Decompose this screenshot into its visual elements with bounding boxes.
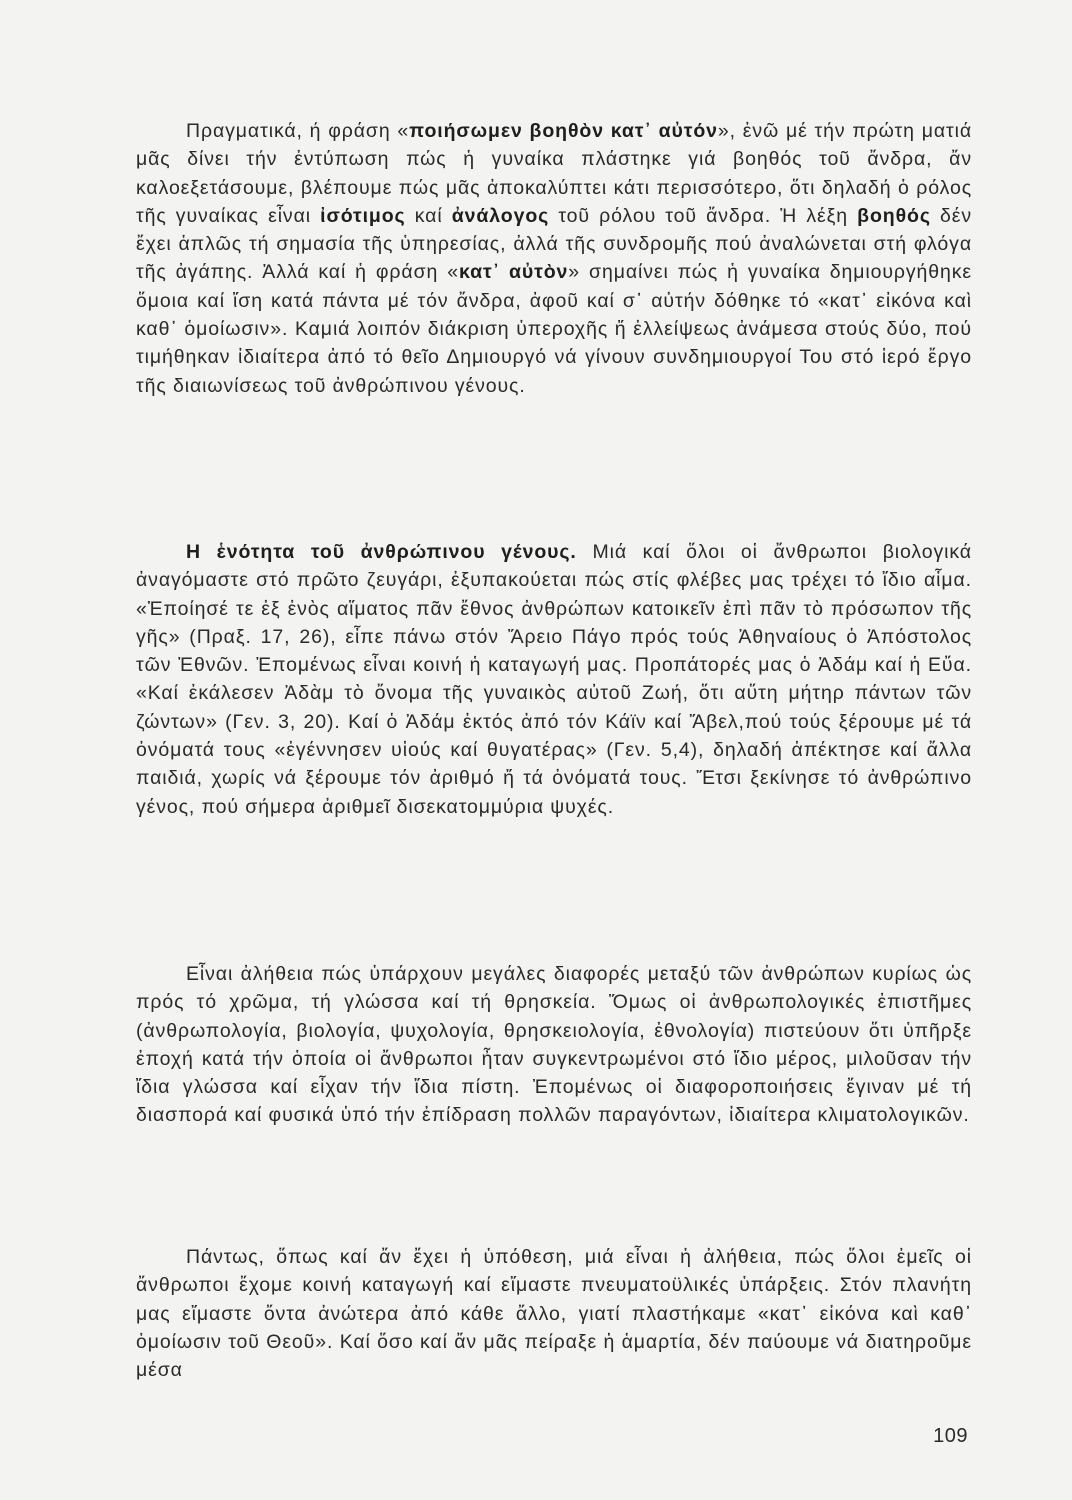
text-run: Εἶναι ἀλήθεια πώς ὑπάρχουν μεγάλες διαφορές μεταξύ τῶν ἀνθρώπων κυρίως ὡς πρός τό χρῶμα, τή γλώσσα καί τή θρησκεία. Ὅμως οἱ ἀνθρωπολογικές ἐπιστῆμες (ἀνθρωπολογία, βιολογία, ψυχολογία, θρησκειολογία, ἐθνολογία) πιστεύουν ὅτι ὑπῆρξε ἐποχή κατά τήν ὁποία οἱ ἄνθρωποι ἦταν συγκεντρωμένοι στό ἴδιο μέρος, μιλοῦσαν τήν ἴδια γλώσσα καί εἶχαν τήν ἴδια πίστη. Ἐπομένως οἱ διαφοροποιήσεις ἔγιναν μέ τή διασπορά καί φυσικά ὑπό τήν ἐπίδραση πολλῶν παραγόντων, ἰδιαίτερα κλιματολογικῶν.: [136, 963, 972, 1127]
paragraph-2-text: [136, 541, 972, 818]
paragraph-3-text: [136, 963, 972, 1126]
paragraph-3: [136, 960, 972, 1130]
bold-text-run: κατ᾽ αὐτὸν: [459, 261, 569, 284]
bold-text-run: ποιήσωμεν βοηθὸν κατ᾽ αὐτόν: [409, 120, 718, 142]
page-number: 109: [933, 1425, 968, 1447]
text-run: Πραγματικά, ή φράση «: [186, 120, 410, 142]
paragraph-2: [136, 538, 972, 821]
paragraph-1: [136, 117, 972, 400]
text-run: δέν ἔχει ἁπλῶς τή σημασία τῆς ὑπηρεσίας, ἀλλά τῆς συνδρομῆς πού ἀναλώνεται στή φλόγα τῆς ἀγάπης. Ἀλλά καί ἡ φράση «: [136, 204, 973, 284]
paragraph-1-text: [136, 120, 972, 397]
bold-text-run: ἰσότιμος: [320, 204, 406, 227]
text-run: τοῦ ρόλου τοῦ ἄνδρα. Ἡ λέξη: [549, 204, 858, 227]
paragraph-4-text: [136, 1246, 972, 1381]
bold-text-run: βοηθός: [857, 204, 931, 227]
text-run: Πάντως, ὅπως καί ἄν ἔχει ἡ ὑπόθεση, μιά εἶναι ἡ ἀλήθεια, πώς ὅλοι ἐμεῖς οἱ ἄνθρωποι ἔχομε κοινή καταγωγή καί εἴμαστε πνευματοϋλικές ὑπάρξεις. Στόν πλανήτη μας εἴμαστε ὄντα ἀνώτερα ἀπό κάθε ἄλλο, γιατί πλαστήκαμε «κατ᾽ εἰκόνα καὶ καθ᾽ ὁμοίωσιν τοῦ Θεοῦ». Καί ὅσο καί ἄν μᾶς πείραξε ἡ ἁμαρτία, δέν παύουμε νά διατηροῦμε μέσα: [136, 1246, 972, 1382]
text-run: Μιά καί ὅλοι οἱ ἄνθρωποι βιολογικά ἀναγόμαστε στό πρῶτο ζευγάρι, ἐξυπακούεται πώς στίς φλέβες μας τρέχει τό ἴδιο αἷμα. «Ἐποίησέ τε ἐξ ἑνὸς αἵματος πᾶν ἔθνος ἀνθρώπων κατοικεῖν ἐπὶ πᾶν τὸ πρόσωπον τῆς γῆς» (Πραξ. 17, 26), εἶπε πάνω στόν Ἄρειο Πάγο πρός τούς Ἀθηναίους ὁ Ἀπόστολος τῶν Ἐθνῶν. Ἐπομένως εἶναι κοινή ἡ καταγωγή μας. Προπάτορές μας ὁ Ἀδάμ καί ἡ Εὔα. «Καί ἐκάλεσεν Ἀδὰμ τὸ ὄνομα τῆς γυναικὸς αὐτοῦ Ζωή, ὅτι αὕτη μήτηρ πάντων τῶν ζώντων» (Γεν. 3, 20). Καί ὁ Ἀδάμ ἐκτός ἀπό τόν Κάϊν καί Ἄβελ,πού τούς ξέρουμε μέ τά ὀνόματά τους «ἐγέννησεν υἱούς καί θυγατέρας» (Γεν. 5,4), δηλαδή ἀπέκτησε καί ἄλλα παιδιά, χωρίς νά ξέρουμε τόν ἀριθμό ἤ τά ὀνόματά τους. Ἔτσι ξεκίνησε τό ἀνθρώπινο γένος, πού σήμερα ἀριθμεῖ δισεκατομμύρια ψυχές.: [136, 541, 972, 818]
bold-text-run: Η ἑνότητα τοῦ ἀνθρώπινου γένους.: [186, 541, 577, 563]
bold-text-run: ἀνάλογος: [451, 204, 550, 227]
paragraph-4: [136, 1243, 972, 1384]
text-run: », ἐνῶ μέ τήν πρώτη ματιά μᾶς δίνει τήν ἐντύπωση πώς ἡ γυναίκα πλάστηκε γιά βοηθός τοῦ ἄνδρα, ἄν καλοεξετάσουμε, βλέπουμε πώς μᾶς ἀποκαλύπτει κάτι περισσότερο, ὅτι δηλαδή ὁ ρόλος τῆς γυναίκας εἶναι: [136, 120, 973, 227]
text-run: καί: [405, 204, 452, 227]
text-run: » σημαίνει πώς ἡ γυναίκα δημιουργήθηκε ὅμοια καί ἴση κατά πάντα μέ τόν ἄνδρα, ἀφοῦ καί σ᾽ αὐτήν δόθηκε τό «κατ᾽ εἰκόνα καὶ καθ᾽ ὁμοίωσιν». Καμιά λοιπόν διάκριση ὑπεροχῆς ἤ ἐλλείψεως ἀνάμεσα στούς δύο, πού τιμήθηκαν ἰδιαίτερα ἀπό τό θεῖο Δημιουργό νά γίνουν συνδημιουργοί Του στό ἱερό ἔργο τῆς διαιωνίσεως τοῦ ἀνθρώπινου γένους.: [136, 261, 973, 397]
